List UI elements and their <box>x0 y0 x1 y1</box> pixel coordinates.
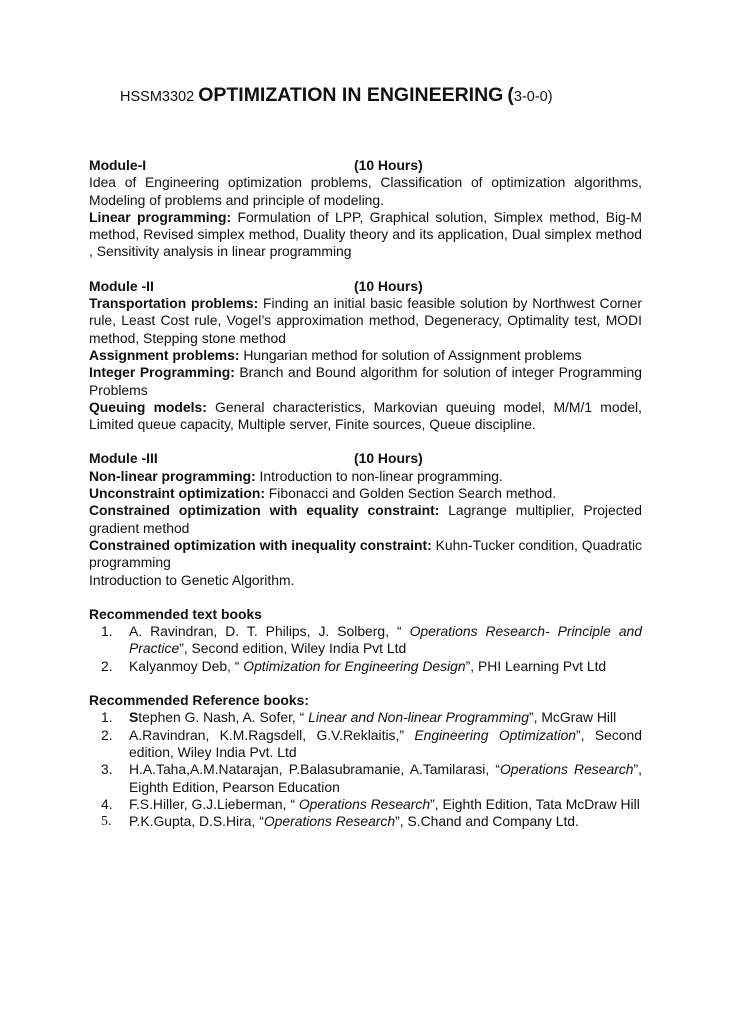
credits-open-paren: ( <box>507 84 514 106</box>
topic-label: Integer Programming: <box>89 364 235 381</box>
item-publisher: ”, S.Chand and Company Ltd. <box>395 813 579 830</box>
course-credits: 3-0-0) <box>513 89 553 105</box>
item-number: 3. <box>101 761 113 778</box>
item-publisher: ”, McGraw Hill <box>528 709 617 726</box>
module-3-inequality <box>89 537 642 572</box>
list-item <box>89 709 642 726</box>
module-3-label: Module -III <box>89 450 158 467</box>
module-2-hours: (10 Hours) <box>354 277 423 294</box>
text-books-list <box>89 623 642 675</box>
module-3-unconstraint <box>89 485 642 502</box>
item-number: 1. <box>101 709 113 726</box>
item-authors: A. Ravindran, D. T. Philips, J. Solberg, “ <box>129 623 410 640</box>
topic-text: Hungarian method for solution of Assignment problems <box>239 346 582 363</box>
topic-label: Unconstraint optimization: <box>89 485 265 502</box>
module-3-heading <box>89 450 642 467</box>
topic-label: Assignment problems: <box>89 346 240 363</box>
topic-text: Branch and Bound algorithm for solution of integer Programming Problems <box>89 364 643 398</box>
topic-text: Introduction to non-linear programming. <box>255 467 503 484</box>
item-title: Linear and Non-linear Programming <box>308 709 529 726</box>
item-title: Operations Research- Principle and Practice <box>129 623 643 657</box>
section-heading: Recommended Reference books: <box>89 692 309 709</box>
list-item <box>89 761 642 796</box>
topic-label: Constrained optimization with equality constraint: <box>89 502 440 519</box>
item-title: Operations Research <box>263 813 396 830</box>
item-authors: P.K.Gupta, D.S.Hira, “ <box>129 813 264 830</box>
item-authors: A.Ravindran, K.M.Ragsdell, G.V.Reklaitis,” <box>129 726 415 743</box>
item-publisher: ”, Second edition, Wiley India Pvt Ltd <box>179 640 407 657</box>
module-1-label: Module-I <box>89 157 147 173</box>
item-number: 5. <box>101 814 112 830</box>
module-2-queuing <box>89 399 642 434</box>
topic-text: Kuhn-Tucker condition, Quadratic programming <box>89 536 643 571</box>
item-title: Engineering Optimization <box>414 726 577 743</box>
module-2-assignment <box>89 347 642 364</box>
topic-text: Lagrange multiplier, Projected gradient method <box>89 502 642 536</box>
course-title <box>120 84 553 107</box>
item-title: Operations Research <box>298 795 431 812</box>
module-3-hours: (10 Hours) <box>354 450 423 467</box>
reference-books-list <box>89 709 642 830</box>
module-2-integer-programming <box>89 364 642 399</box>
course-code: HSSM3302 <box>120 89 195 105</box>
item-bold-initial: S <box>129 709 139 726</box>
item-authors: Kalyanmoy Deb, “ <box>129 657 244 674</box>
item-title: Optimization for Engineering Design <box>243 657 466 674</box>
item-authors: tephen G. Nash, A. Sofer, “ <box>138 709 309 726</box>
topic-label: Linear programming: <box>89 208 232 225</box>
list-item <box>89 727 642 762</box>
module-2-heading <box>89 278 642 295</box>
syllabus-content <box>89 157 642 830</box>
reference-books-heading <box>89 692 642 709</box>
item-number: 2. <box>101 657 113 674</box>
module-1-heading <box>89 157 642 174</box>
topic-text: Fibonacci and Golden Section Search method. <box>264 485 557 502</box>
module-1-linear-programming <box>89 209 642 261</box>
list-item <box>89 658 642 675</box>
section-heading: Recommended text books <box>89 605 262 622</box>
item-number: 1. <box>101 623 113 640</box>
topic-text: General characteristics, Markovian queuing model, M/M/1 model, Limited queue capacity, Multiple server, Finite sources, Queue discipline. <box>89 398 642 433</box>
topic-text: Finding an initial basic feasible solution by Northwest Corner rule, Least Cost rule, Vogel’s approximation method, Degeneracy, Optimality test, MODI method, Stepping stone method <box>89 295 642 346</box>
topic-label: Non-linear programming: <box>89 467 256 484</box>
topic-label: Queuing models: <box>89 398 207 415</box>
module-3-genetic: Introduction to Genetic Algorithm. <box>89 571 295 588</box>
item-number: 4. <box>101 795 113 812</box>
topic-text: Formulation of LPP, Graphical solution, Simplex method, Big-M method, Revised simplex method, Duality theory and its application, Dual simplex method , Sensitivity analysis in linear programming <box>89 208 642 260</box>
topic-label: Constrained optimization with inequality constraint: <box>89 536 432 553</box>
module-3-equality <box>89 502 642 537</box>
item-authors: H.A.Taha,A.M.Natarajan, P.Balasubramanie, A.Tamilarasi, “ <box>129 761 500 778</box>
item-publisher: ”, PHI Learning Pvt Ltd <box>465 657 607 674</box>
item-publisher: ”, Second edition, Wiley India Pvt. Ltd <box>129 726 642 760</box>
list-item <box>89 623 642 658</box>
module-2-label: Module -II <box>89 277 154 294</box>
list-item <box>89 796 642 813</box>
text-books-heading <box>89 606 642 623</box>
module-3-nonlinear <box>89 468 642 485</box>
item-title: Operations Research <box>499 761 634 778</box>
item-publisher: ”, Eighth Edition, Tata McDraw Hill <box>430 795 640 812</box>
item-authors: F.S.Hiller, G.J.Lieberman, “ <box>129 795 299 812</box>
module-2-transportation <box>89 295 642 347</box>
module-1-intro: Idea of Engineering optimization problems, Classification of optimization algorithms, Modeling of problems and principle of modeling. <box>89 174 642 208</box>
item-number: 2. <box>101 726 113 743</box>
topic-label: Transportation problems: <box>89 295 259 312</box>
module-1-hours: (10 Hours) <box>354 157 423 173</box>
item-publisher: ”, Eighth Edition, Pearson Education <box>129 761 642 795</box>
list-item <box>89 813 642 830</box>
course-name: OPTIMIZATION IN ENGINEERING <box>198 84 504 106</box>
